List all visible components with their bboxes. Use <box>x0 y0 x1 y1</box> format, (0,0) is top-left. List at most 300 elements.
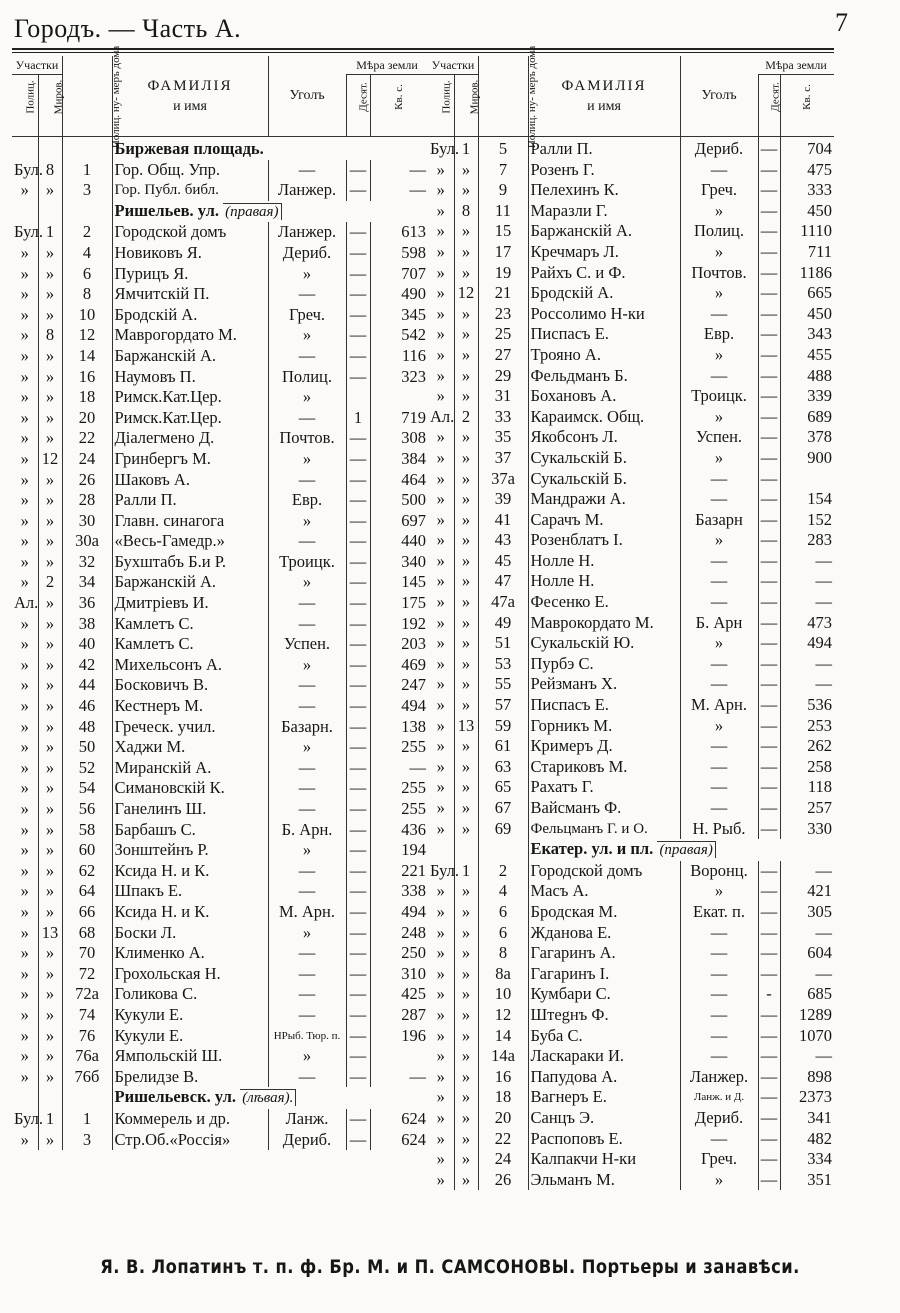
uchastki-header: Участки <box>12 56 62 75</box>
kv-sazhen-cell: — <box>780 654 834 675</box>
polic-cell: » <box>20 263 29 283</box>
polic-cell: » <box>20 180 29 200</box>
running-title: Городъ. — Часть А. <box>14 14 242 43</box>
polic-cell: » <box>436 653 445 673</box>
corner-cell: Почтов. <box>680 263 758 284</box>
corner-cell: » <box>268 840 346 861</box>
owner-name-cell: Дмитріевъ И. <box>112 593 268 614</box>
desyat-cell: — <box>758 469 780 490</box>
polic-cell: » <box>436 1025 445 1045</box>
kv-sazhen-cell: 323 <box>370 367 428 388</box>
kv-sazhen-cell: 345 <box>370 305 428 326</box>
corner-cell: Б. Арн. <box>268 820 346 841</box>
mirov-cell: » <box>38 1005 62 1026</box>
polic-cell: » <box>436 344 445 364</box>
kv-sazhen-cell: 305 <box>780 902 834 923</box>
house-number-cell: 63 <box>478 757 528 778</box>
corner-cell: Воронц. <box>680 861 758 882</box>
table-row <box>428 695 834 716</box>
owner-name-cell: Наумовъ П. <box>112 367 268 388</box>
desyat-cell: — <box>346 531 370 552</box>
owner-name-cell: Грохольская Н. <box>112 964 268 985</box>
mirov-cell: 12 <box>454 283 478 304</box>
owner-name-cell: Коммерель и др. <box>112 1109 268 1130</box>
mirov-cell: » <box>454 1067 478 1088</box>
table-row <box>12 572 428 593</box>
polic-cell: » <box>20 696 29 716</box>
desyat-cell: — <box>346 902 370 923</box>
mirov-cell: » <box>38 552 62 573</box>
mirov-cell: » <box>454 304 478 325</box>
desyat-cell: — <box>758 1046 780 1067</box>
desyat-cell: — <box>758 633 780 654</box>
house-number-cell: 57 <box>478 695 528 716</box>
corner-cell: Ланж. <box>268 1109 346 1130</box>
table-row <box>12 799 428 820</box>
owner-name-cell: Санцъ Э. <box>528 1108 680 1129</box>
desyat-cell: — <box>346 984 370 1005</box>
polic-cell: » <box>436 633 445 653</box>
polic-cell: » <box>20 901 29 921</box>
owner-name-cell: Михельсонъ А. <box>112 655 268 676</box>
table-row <box>12 1046 428 1067</box>
polic-cell: » <box>436 715 445 735</box>
desyat-cell: — <box>758 1026 780 1047</box>
mirov-cell: » <box>38 1046 62 1067</box>
polic-cell: » <box>20 654 29 674</box>
kv-sazhen-cell: — <box>370 758 428 779</box>
kv-column-header: Кв. с. <box>780 56 834 137</box>
polic-cell: » <box>20 366 29 386</box>
mirov-cell: » <box>38 634 62 655</box>
house-number-cell: 34 <box>62 572 112 593</box>
table-row <box>428 180 834 201</box>
table-row <box>12 511 428 532</box>
empty-cell <box>62 1087 112 1109</box>
corner-cell: — <box>680 654 758 675</box>
corner-cell: Греч. <box>680 180 758 201</box>
kv-sazhen-cell: 192 <box>370 614 428 635</box>
desyat-cell: — <box>758 1149 780 1170</box>
corner-cell: » <box>268 1046 346 1067</box>
kv-sazhen-cell: 287 <box>370 1005 428 1026</box>
polic-cell: » <box>436 1004 445 1024</box>
kv-sazhen-cell: 482 <box>780 1129 834 1150</box>
polic-cell: » <box>436 386 445 406</box>
polic-cell: » <box>20 490 29 510</box>
polic-cell: Бул. <box>14 222 43 242</box>
polic-cell: » <box>20 242 29 262</box>
owner-name-cell: Россолимо Н-ки <box>528 304 680 325</box>
owner-name-cell: Караимск. Общ. <box>528 407 680 428</box>
street-side-note: (правая) <box>657 841 715 858</box>
house-number-cell: 18 <box>62 387 112 408</box>
desyat-cell: — <box>758 1129 780 1150</box>
desyat-cell: — <box>346 696 370 717</box>
corner-cell: Полиц. <box>268 367 346 388</box>
mirov-cell: » <box>454 1005 478 1026</box>
house-number-cell: 16 <box>62 367 112 388</box>
kv-sazhen-cell: 333 <box>780 180 834 201</box>
owner-name-cell: Пурицъ Я. <box>112 264 268 285</box>
mirov-cell: » <box>38 984 62 1005</box>
mirov-cell: 1 <box>454 137 478 160</box>
table-row <box>12 675 428 696</box>
house-number-cell: 6 <box>478 902 528 923</box>
corner-cell: Б. Арн <box>680 613 758 634</box>
house-number-cell: 18 <box>478 1087 528 1108</box>
mirov-cell: » <box>38 696 62 717</box>
corner-cell: — <box>680 736 758 757</box>
table-row <box>12 264 428 285</box>
corner-cell: » <box>268 264 346 285</box>
owner-name-cell: Рахатъ Г. <box>528 777 680 798</box>
owner-name-cell: Баржанскій А. <box>528 221 680 242</box>
kv-sazhen-cell: 2373 <box>780 1087 834 1108</box>
corner-cell: » <box>268 923 346 944</box>
desyat-cell: 1 <box>346 408 370 429</box>
kv-sazhen-cell: 258 <box>780 757 834 778</box>
polic-cell: » <box>20 675 29 695</box>
owner-name-cell: Сукальскій Ю. <box>528 633 680 654</box>
house-number-cell: 47 <box>478 571 528 592</box>
table-row <box>12 346 428 367</box>
owner-name-cell: Брелидзе В. <box>112 1067 268 1088</box>
owner-name-cell: Шпакъ Е. <box>112 881 268 902</box>
mirov-cell: » <box>454 1129 478 1150</box>
house-number-cell: 8 <box>62 284 112 305</box>
header-rule-thin <box>12 52 834 53</box>
desyat-cell: — <box>758 324 780 345</box>
house-number-cell: 67 <box>478 798 528 819</box>
mirov-cell: » <box>38 408 62 429</box>
kv-sazhen-cell <box>370 387 428 408</box>
desyat-cell: — <box>758 819 780 840</box>
desyat-cell: — <box>758 489 780 510</box>
mirov-cell: » <box>38 778 62 799</box>
kv-sazhen-cell: 343 <box>780 324 834 345</box>
desyat-cell: — <box>758 613 780 634</box>
polic-cell: » <box>20 860 29 880</box>
polic-cell: » <box>436 1128 445 1148</box>
desyat-cell: — <box>346 243 370 264</box>
desyat-cell: — <box>346 737 370 758</box>
corner-cell: » <box>680 633 758 654</box>
table-row <box>428 654 834 675</box>
corner-cell: Евр. <box>268 490 346 511</box>
polic-cell: » <box>20 531 29 551</box>
mirov-cell: » <box>38 881 62 902</box>
house-number-cell: 59 <box>478 716 528 737</box>
house-number-cell: 10 <box>478 984 528 1005</box>
mirov-cell: » <box>454 1046 478 1067</box>
uchastki-header: Участки <box>428 56 478 75</box>
kv-sazhen-cell: 138 <box>370 717 428 738</box>
corner-cell: — <box>680 943 758 964</box>
kv-sazhen-cell: 378 <box>780 427 834 448</box>
mirov-cell: » <box>454 324 478 345</box>
owner-name-cell: Бродская М. <box>528 902 680 923</box>
table-row <box>428 427 834 448</box>
owner-name-cell: Маврокордато М. <box>528 613 680 634</box>
corner-cell: — <box>268 1005 346 1026</box>
kv-sazhen-cell: 1186 <box>780 263 834 284</box>
corner-cell: — <box>268 346 346 367</box>
owner-name-cell: Камлетъ С. <box>112 634 268 655</box>
desyat-cell: — <box>346 655 370 676</box>
kv-sazhen-cell: 330 <box>780 819 834 840</box>
corner-cell: » <box>268 325 346 346</box>
empty-cell <box>62 137 112 160</box>
corner-cell: — <box>680 571 758 592</box>
owner-name-cell: Городской домъ <box>528 861 680 882</box>
table-row <box>428 1108 834 1129</box>
table-row <box>12 964 428 985</box>
desyat-column-header: Десят. <box>346 56 370 137</box>
corner-cell: — <box>680 777 758 798</box>
owner-name-cell: Камлетъ С. <box>112 614 268 635</box>
footer-advertisement: Я. В. Лопатинъ т. п. ф. Бр. М. и П. САМСОНОВЫ. Портьеры и занавѣси. <box>100 1256 800 1278</box>
mirov-cell: » <box>454 819 478 840</box>
polic-cell: » <box>20 778 29 798</box>
mirov-cell: » <box>454 366 478 387</box>
desyat-cell: — <box>758 530 780 551</box>
house-number-cell: 1 <box>62 1109 112 1130</box>
table-row <box>12 1026 428 1047</box>
empty-cell <box>38 1087 62 1109</box>
corner-cell: Базарн <box>680 510 758 531</box>
polic-cell: » <box>436 756 445 776</box>
mirov-cell: » <box>454 1026 478 1047</box>
owner-name-cell: Бохановъ А. <box>528 386 680 407</box>
house-number-cell: 72а <box>62 984 112 1005</box>
owner-name-cell: Кримеръ Д. <box>528 736 680 757</box>
polic-cell: » <box>20 1004 29 1024</box>
mirov-cell: 1 <box>38 222 62 243</box>
mirov-cell: 8 <box>38 325 62 346</box>
house-number-cell: 10 <box>62 305 112 326</box>
owner-name-cell: Діалегмено Д. <box>112 428 268 449</box>
corner-cell: НРыб. Тюр. п. <box>268 1026 346 1047</box>
owner-name-cell: Бродскій А. <box>528 283 680 304</box>
corner-cell: » <box>680 1170 758 1191</box>
corner-cell: — <box>268 675 346 696</box>
street-side-note: (правая) <box>223 203 281 220</box>
polic-cell: » <box>20 799 29 818</box>
mirov-cell: » <box>38 655 62 676</box>
table-row <box>428 345 834 366</box>
house-number-cell: 74 <box>62 1005 112 1026</box>
desyat-cell: — <box>758 160 780 181</box>
kv-sazhen-cell: 494 <box>370 902 428 923</box>
mirov-cell: » <box>454 654 478 675</box>
mirov-cell: » <box>454 1108 478 1129</box>
desyat-cell: — <box>346 449 370 470</box>
corner-cell: Дериб. <box>268 243 346 264</box>
owner-name-cell: Ямчитскій П. <box>112 284 268 305</box>
house-number-cell: 12 <box>478 1005 528 1026</box>
corner-cell: — <box>680 551 758 572</box>
polic-cell: » <box>20 387 29 407</box>
corner-cell: — <box>680 757 758 778</box>
house-number-cell: 17 <box>478 242 528 263</box>
polic-cell: » <box>436 881 445 901</box>
table-row <box>12 387 428 408</box>
mirov-cell: » <box>454 510 478 531</box>
mirov-cell: » <box>38 717 62 738</box>
house-number-cell: 53 <box>478 654 528 675</box>
kv-sazhen-cell: 1110 <box>780 221 834 242</box>
polic-cell: » <box>20 304 29 324</box>
kv-sazhen-cell: 196 <box>370 1026 428 1047</box>
owner-name-cell: Розенблатъ I. <box>528 530 680 551</box>
empty-cell <box>38 137 62 160</box>
kv-sazhen-cell: 339 <box>780 386 834 407</box>
owner-name-cell: Греческ. учил. <box>112 717 268 738</box>
mirov-cell: » <box>454 1149 478 1170</box>
owner-name-cell: Новиковъ Я. <box>112 243 268 264</box>
corner-cell: Ланжер. <box>268 180 346 201</box>
corner-cell: » <box>268 449 346 470</box>
corner-cell: Дериб. <box>268 1130 346 1151</box>
section-heading <box>112 201 428 223</box>
desyat-cell: — <box>346 572 370 593</box>
left-table <box>12 45 428 1150</box>
kv-sazhen-cell: 338 <box>370 881 428 902</box>
mirov-cell: » <box>38 737 62 758</box>
corner-cell: » <box>680 448 758 469</box>
house-number-cell: 29 <box>478 366 528 387</box>
table-row <box>12 634 428 655</box>
desyat-cell: — <box>758 777 780 798</box>
desyat-cell: — <box>346 325 370 346</box>
kv-sazhen-cell <box>780 469 834 490</box>
kv-sazhen-cell: 154 <box>780 489 834 510</box>
mirov-cell: » <box>454 902 478 923</box>
desyat-cell: — <box>758 654 780 675</box>
owner-name-cell: Ямпольскій Ш. <box>112 1046 268 1067</box>
polic-cell: » <box>20 469 29 489</box>
desyat-cell: — <box>758 283 780 304</box>
kv-sazhen-cell: 624 <box>370 1130 428 1151</box>
kv-sazhen-cell: 203 <box>370 634 428 655</box>
corner-cell: » <box>268 572 346 593</box>
kv-sazhen-cell: 262 <box>780 736 834 757</box>
corner-cell: — <box>680 160 758 181</box>
corner-cell: Ланж. и Д. <box>680 1087 758 1108</box>
empty-cell <box>454 839 478 861</box>
house-number-cell: 32 <box>62 552 112 573</box>
desyat-cell: — <box>346 1046 370 1067</box>
desyat-column-header: Десят. <box>758 56 780 137</box>
desyat-cell: — <box>346 490 370 511</box>
corner-cell: Троицк. <box>268 552 346 573</box>
kv-sazhen-cell: — <box>780 674 834 695</box>
mirov-cell: » <box>454 345 478 366</box>
house-number-cell: 20 <box>478 1108 528 1129</box>
polic-cell: » <box>436 1046 445 1066</box>
desyat-cell: — <box>346 593 370 614</box>
polic-cell: » <box>20 963 29 983</box>
street-name: Ришельев. ул. <box>114 200 220 220</box>
desyat-cell <box>346 387 370 408</box>
street-name: Ришельевск. ул. <box>114 1087 237 1107</box>
house-number-cell: 55 <box>478 674 528 695</box>
house-number-cell: 22 <box>478 1129 528 1150</box>
kv-sazhen-cell: 255 <box>370 737 428 758</box>
corner-cell: » <box>680 530 758 551</box>
table-row <box>12 696 428 717</box>
table-row <box>428 716 834 737</box>
kv-sazhen-cell: 689 <box>780 407 834 428</box>
house-number-cell: 60 <box>62 840 112 861</box>
house-number-cell: 37а <box>478 469 528 490</box>
mirov-cell: » <box>454 530 478 551</box>
kv-sazhen-cell: 255 <box>370 799 428 820</box>
kv-sazhen-cell: 494 <box>780 633 834 654</box>
polic-cell: » <box>436 943 445 963</box>
table-row <box>428 1005 834 1026</box>
house-number-cell: 54 <box>62 778 112 799</box>
owner-name-cell: Баржанскій А. <box>112 572 268 593</box>
owner-name-cell: Зонштейнъ Р. <box>112 840 268 861</box>
house-number-cell: 47а <box>478 592 528 613</box>
polic-cell: » <box>436 530 445 550</box>
corner-cell: Базарн. <box>268 717 346 738</box>
table-row <box>12 820 428 841</box>
owner-name-cell: Миранскій А. <box>112 758 268 779</box>
kv-sazhen-cell: 250 <box>370 943 428 964</box>
desyat-cell: — <box>758 1108 780 1129</box>
house-number-cell: 66 <box>62 902 112 923</box>
desyat-cell: — <box>758 1087 780 1108</box>
corner-cell: — <box>680 1005 758 1026</box>
corner-cell: — <box>680 489 758 510</box>
house-number-cell: 38 <box>62 614 112 635</box>
polic-cell: » <box>436 489 445 509</box>
kv-sazhen-cell: 613 <box>370 222 428 243</box>
house-number-cell: 41 <box>478 510 528 531</box>
kv-sazhen-cell: — <box>370 1067 428 1088</box>
polic-cell: » <box>436 901 445 921</box>
section-heading <box>528 839 834 861</box>
table-row <box>12 717 428 738</box>
house-number-cell: 24 <box>62 449 112 470</box>
polic-cell: » <box>20 407 29 427</box>
kv-sazhen-cell: 257 <box>780 798 834 819</box>
desyat-cell: — <box>346 675 370 696</box>
table-row <box>428 757 834 778</box>
corner-cell: — <box>680 674 758 695</box>
desyat-cell: — <box>758 180 780 201</box>
polic-cell: » <box>436 818 445 838</box>
corner-cell: » <box>680 881 758 902</box>
desyat-cell: — <box>758 943 780 964</box>
corner-cell: Полиц. <box>680 221 758 242</box>
polic-cell: » <box>436 1066 445 1086</box>
polic-cell: » <box>436 984 445 1004</box>
desyat-cell: — <box>758 757 780 778</box>
table-row <box>428 881 834 902</box>
mera-zemli-header: Мѣра земли <box>346 56 428 75</box>
owner-name-cell: Шаковъ А. <box>112 470 268 491</box>
desyat-cell: — <box>758 861 780 882</box>
table-row <box>428 943 834 964</box>
mirov-cell: » <box>38 964 62 985</box>
house-number-cell: 48 <box>62 717 112 738</box>
owner-name-cell: Главн. синагога <box>112 511 268 532</box>
mirov-cell: » <box>454 964 478 985</box>
